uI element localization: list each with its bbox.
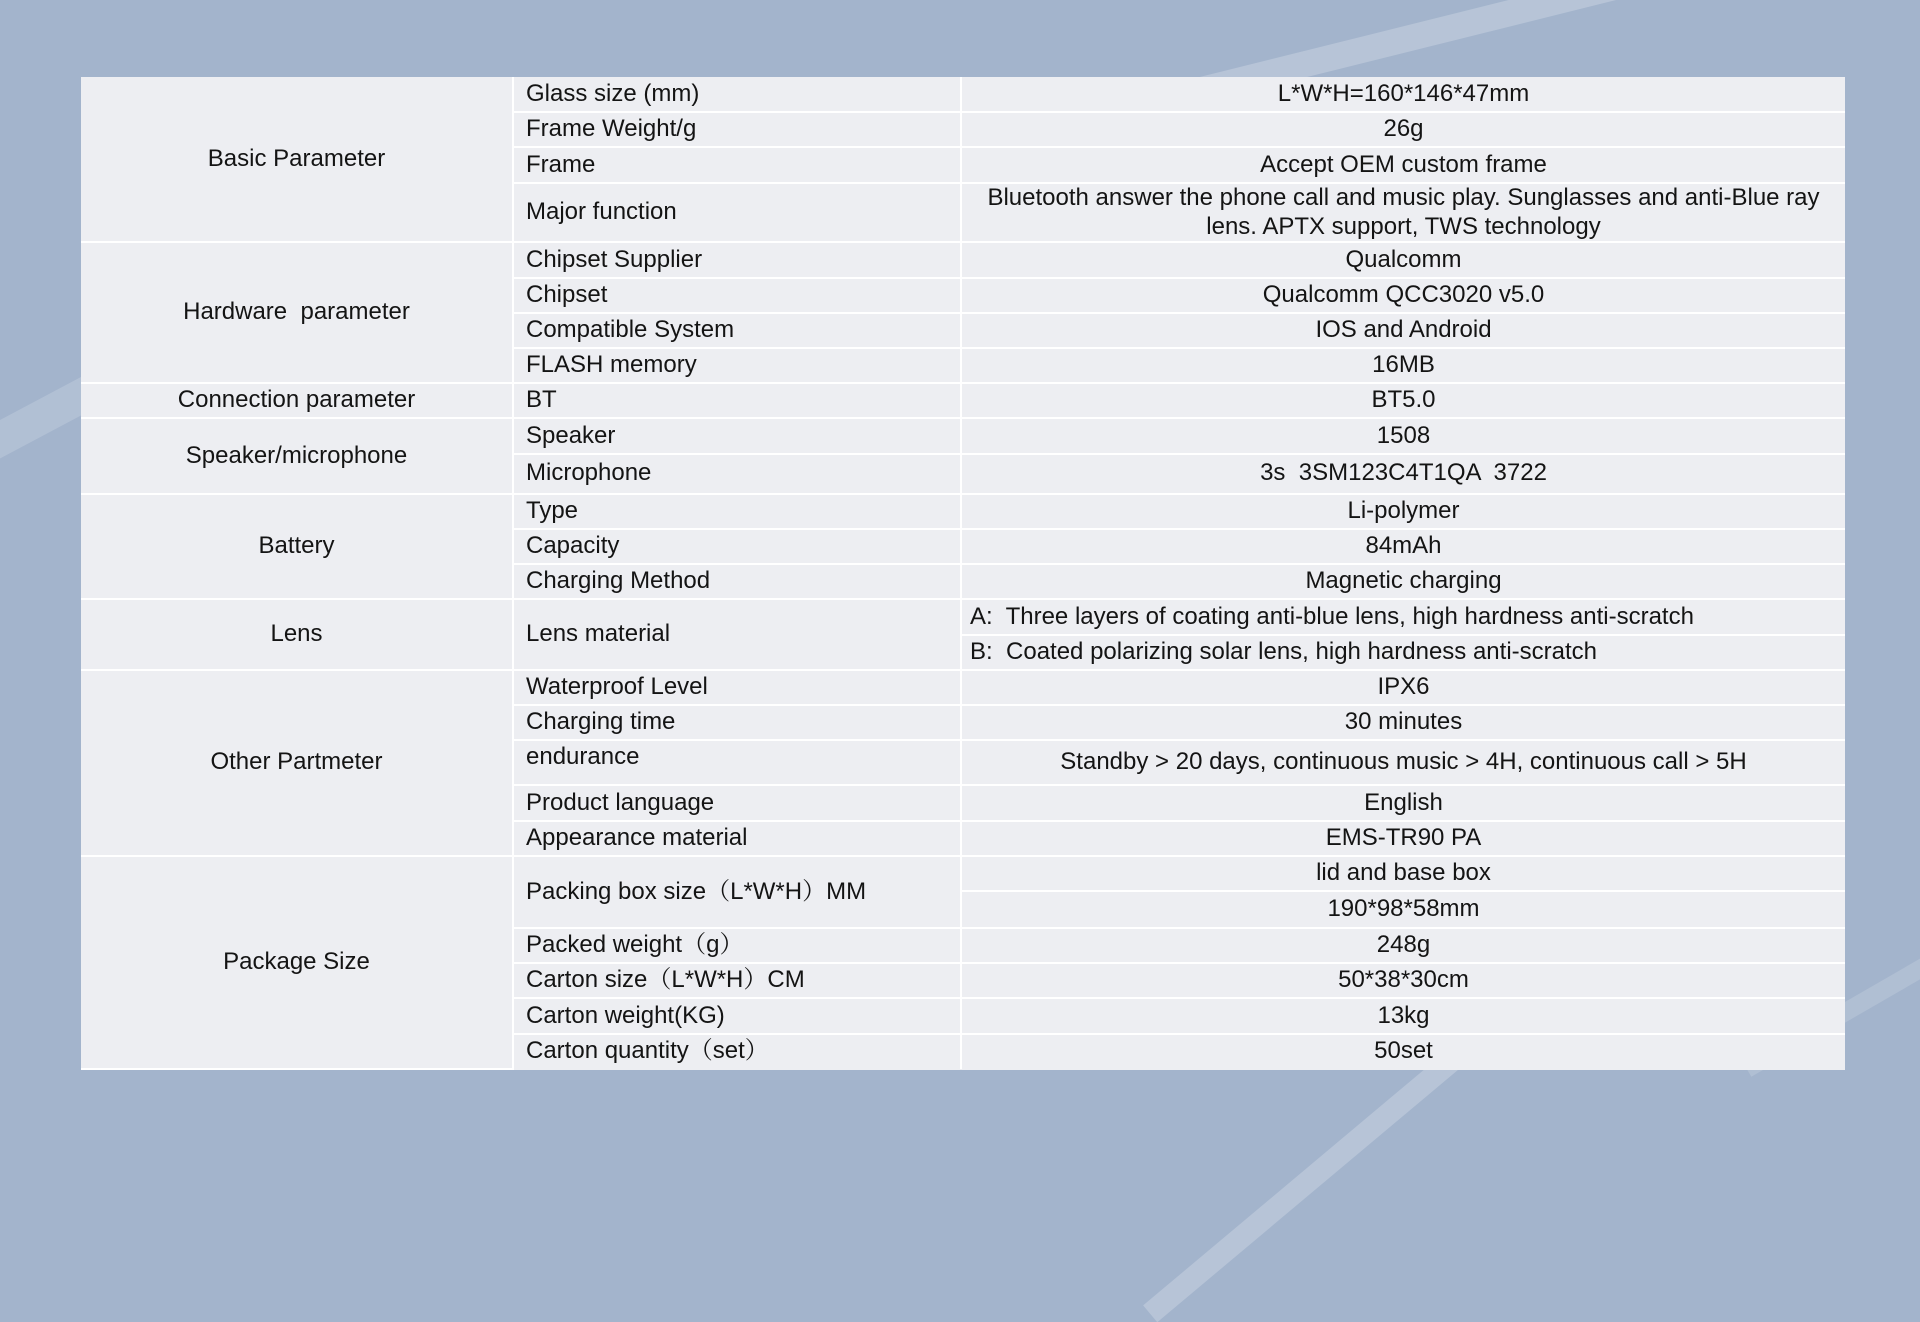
table-row	[81, 77, 1845, 112]
param-cell: Appearance material	[513, 821, 961, 856]
value-cell: 30 minutes	[961, 705, 1845, 740]
spec-table	[81, 77, 1845, 1070]
category-cell: Battery	[81, 494, 513, 600]
param-cell: Packed weight（g）	[513, 928, 961, 963]
param-cell: Lens material	[513, 599, 961, 669]
param-cell: Product language	[513, 785, 961, 820]
param-cell: Chipset	[513, 278, 961, 313]
value-cell: 26g	[961, 112, 1845, 147]
value-cell: 84mAh	[961, 529, 1845, 564]
param-cell: Chipset Supplier	[513, 242, 961, 277]
spec-sheet	[81, 77, 1845, 1070]
value-cell: L*W*H=160*146*47mm	[961, 77, 1845, 112]
param-cell: Carton weight(KG)	[513, 998, 961, 1033]
table-row	[81, 383, 1845, 418]
param-cell: Microphone	[513, 454, 961, 494]
table-row	[81, 494, 1845, 529]
category-cell: Package Size	[81, 856, 513, 1069]
value-cell: Bluetooth answer the phone call and music play. Sunglasses and anti-Blue ray lens. APTX support, TWS technology	[961, 183, 1845, 243]
value-cell: 13kg	[961, 998, 1845, 1033]
category-cell: Basic Parameter	[81, 77, 513, 242]
value-cell: Standby > 20 days, continuous music > 4H, continuous call > 5H	[961, 740, 1845, 785]
value-cell: lid and base box	[961, 856, 1845, 891]
param-cell: endurance	[513, 740, 961, 785]
param-cell: Frame	[513, 147, 961, 182]
value-cell: 3s 3SM123C4T1QA 3722	[961, 454, 1845, 494]
value-cell: 190*98*58mm	[961, 891, 1845, 928]
value-cell: 50*38*30cm	[961, 963, 1845, 998]
value-cell: 16MB	[961, 348, 1845, 383]
param-cell: Charging Method	[513, 564, 961, 599]
param-cell: FLASH memory	[513, 348, 961, 383]
table-row	[81, 599, 1845, 634]
table-row	[81, 418, 1845, 453]
value-cell: A: Three layers of coating anti-blue lens, high hardness anti-scratch	[961, 599, 1845, 634]
table-row	[81, 670, 1845, 705]
param-cell: Waterproof Level	[513, 670, 961, 705]
category-cell: Speaker/microphone	[81, 418, 513, 493]
param-cell: Glass size (mm)	[513, 77, 961, 112]
category-cell: Other Partmeter	[81, 670, 513, 856]
table-row	[81, 242, 1845, 277]
value-cell: 248g	[961, 928, 1845, 963]
param-cell: Speaker	[513, 418, 961, 453]
value-cell: IOS and Android	[961, 313, 1845, 348]
value-cell: English	[961, 785, 1845, 820]
value-cell: Magnetic charging	[961, 564, 1845, 599]
table-row	[81, 856, 1845, 891]
param-cell: Frame Weight/g	[513, 112, 961, 147]
category-cell: Hardware parameter	[81, 242, 513, 383]
param-cell: Major function	[513, 183, 961, 243]
value-cell: IPX6	[961, 670, 1845, 705]
value-cell: 50set	[1374, 1037, 1433, 1065]
param-cell: Type	[513, 494, 961, 529]
category-cell: Connection parameter	[81, 383, 513, 418]
param-cell: Carton size（L*W*H）CM	[513, 963, 961, 998]
param-cell: Capacity	[513, 529, 961, 564]
value-cell: Qualcomm	[961, 242, 1845, 277]
value-cell: BT5.0	[961, 383, 1845, 418]
param-cell: Charging time	[513, 705, 961, 740]
category-cell: Lens	[81, 599, 513, 669]
param-cell: BT	[513, 383, 961, 418]
value-cell: 1508	[961, 418, 1845, 453]
param-cell: Carton quantity（set）	[513, 1034, 961, 1069]
param-cell: Packing box size（L*W*H）MM	[513, 856, 961, 928]
value-cell: EMS-TR90 PA	[961, 821, 1845, 856]
value-cell: Qualcomm QCC3020 v5.0	[961, 278, 1845, 313]
value-cell: B: Coated polarizing solar lens, high hardness anti-scratch	[961, 635, 1845, 670]
param-cell: Compatible System	[513, 313, 961, 348]
value-cell: Li-polymer	[961, 494, 1845, 529]
value-cell: Accept OEM custom frame	[961, 147, 1845, 182]
